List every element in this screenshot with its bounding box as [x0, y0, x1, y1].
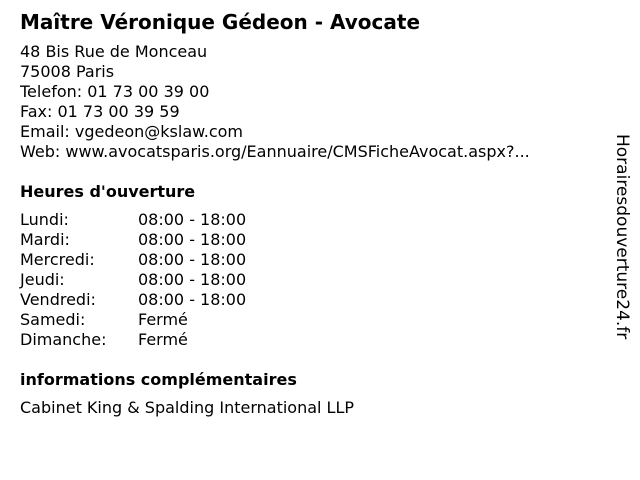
info-text: Cabinet King & Spalding International LLP: [20, 398, 355, 417]
day-label: Lundi:: [20, 210, 69, 229]
time-value: 08:00 - 18:00: [138, 250, 247, 269]
time-value: Fermé: [138, 330, 188, 349]
time-value: 08:00 - 18:00: [138, 210, 247, 229]
hours-row: [20, 330, 600, 350]
business-card: [20, 10, 600, 418]
site-watermark: Horairesdouverture24.fr: [612, 134, 632, 340]
email-line: Email: vgedeon@kslaw.com: [20, 122, 243, 141]
hours-heading: Heures d'ouverture: [20, 182, 196, 201]
hours-table: [20, 210, 600, 350]
hours-row: [20, 270, 600, 290]
day-label: Samedi:: [20, 310, 86, 329]
day-label: Jeudi:: [20, 270, 65, 289]
hours-row: [20, 210, 600, 230]
time-value: Fermé: [138, 310, 188, 329]
time-value: 08:00 - 18:00: [138, 270, 247, 289]
address-city: 75008 Paris: [20, 62, 115, 81]
hours-row: [20, 290, 600, 310]
day-label: Mercredi:: [20, 250, 95, 269]
day-label: Mardi:: [20, 230, 70, 249]
web-line: Web: www.avocatsparis.org/Eannuaire/CMSFicheAvocat.aspx?...: [20, 142, 530, 161]
time-value: 08:00 - 18:00: [138, 290, 247, 309]
hours-row: [20, 250, 600, 270]
time-value: 08:00 - 18:00: [138, 230, 247, 249]
hours-row: [20, 230, 600, 250]
address-street: 48 Bis Rue de Monceau: [20, 42, 208, 61]
info-heading: informations complémentaires: [20, 370, 297, 389]
hours-row: [20, 310, 600, 330]
day-label: Vendredi:: [20, 290, 96, 309]
fax-line: Fax: 01 73 00 39 59: [20, 102, 180, 121]
phone-line: Telefon: 01 73 00 39 00: [20, 82, 210, 101]
day-label: Dimanche:: [20, 330, 107, 349]
page-title: Maître Véronique Gédeon - Avocate: [20, 10, 421, 34]
